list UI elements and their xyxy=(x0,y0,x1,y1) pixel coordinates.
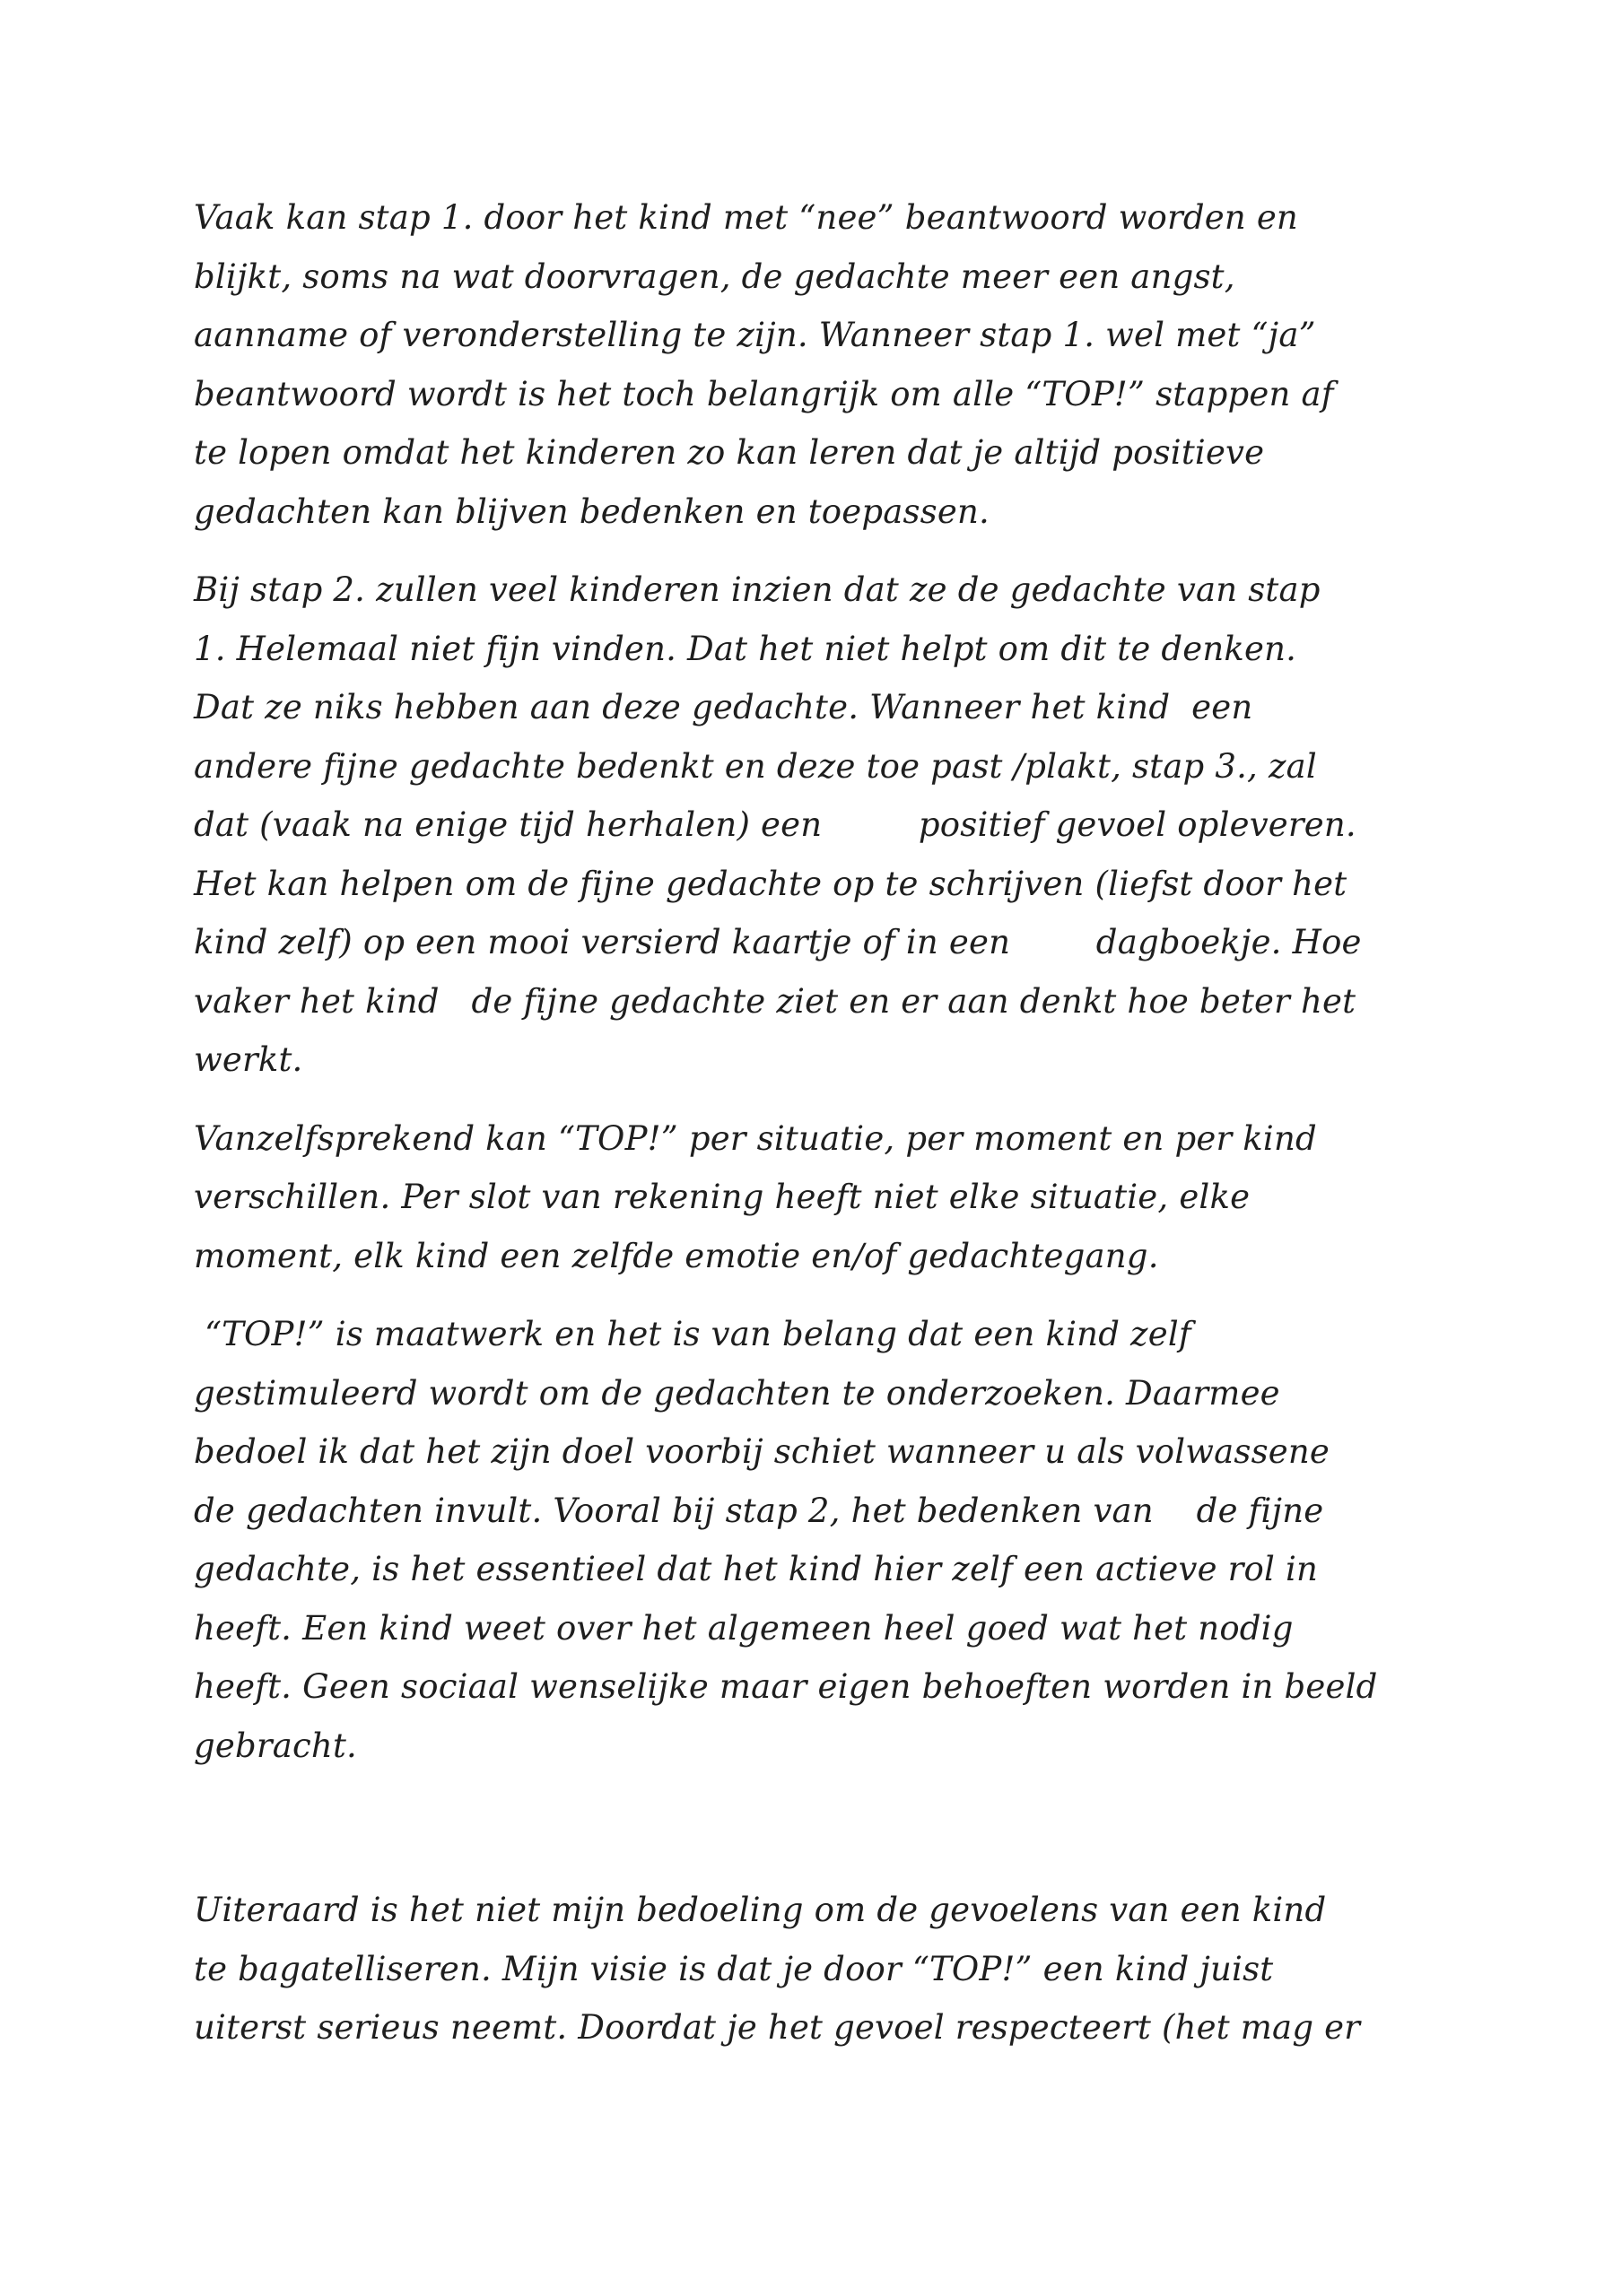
text-line: bedoel ik dat het zijn doel voorbij schiet wanneer u als volwassene xyxy=(194,1432,1330,1471)
text-line: uiterst serieus neemt. Doordat je het gevoel respecteert (het mag er xyxy=(194,2008,1361,2047)
text-line: Vaak kan stap 1. door het kind met “nee” beantwoord worden en xyxy=(194,198,1298,237)
paragraph-gap xyxy=(194,1795,1441,1881)
text-line: Bij stap 2. zullen veel kinderen inzien dat ze de gedachte van stap xyxy=(194,570,1321,609)
text-line: moment, elk kind een zelfde emotie en/of gedachtegang. xyxy=(194,1236,1159,1275)
text-line: heeft. Geen sociaal wenselijke maar eigen behoeften worden in beeld xyxy=(194,1667,1378,1706)
body-text xyxy=(194,188,1441,2077)
paragraph-5 xyxy=(194,1881,1441,2057)
text-line: werkt. xyxy=(194,1040,303,1079)
paragraph-2 xyxy=(194,561,1441,1090)
text-line: Uiteraard is het niet mijn bedoeling om de gevoelens van een kind xyxy=(194,1891,1327,1929)
text-line: andere fijne gedachte bedenkt en deze toe past /plakt, stap 3., zal xyxy=(194,746,1317,786)
text-line: Vanzelfsprekend kan “TOP!” per situatie, per moment en per kind xyxy=(194,1118,1317,1158)
text-line: heeft. Een kind weet over het algemeen heel goed wat het nodig xyxy=(194,1608,1294,1648)
text-line: 1. Helemaal niet fijn vinden. Dat het niet helpt om dit te denken. xyxy=(194,629,1297,668)
text-line: gebracht. xyxy=(194,1726,357,1765)
text-line: beantwoord wordt is het toch belangrijk om alle “TOP!” stappen af xyxy=(194,374,1334,413)
text-line: vaker het kind de fijne gedachte ziet en er aan denkt hoe beter het xyxy=(194,981,1356,1021)
text-line: Het kan helpen om de fijne gedachte op te schrijven (liefst door het xyxy=(194,864,1347,903)
text-line: gedachte, is het essentieel dat het kind hier zelf een actieve rol in xyxy=(194,1550,1319,1588)
text-line: de gedachten invult. Vooral bij stap 2, het bedenken van de fijne xyxy=(194,1491,1324,1530)
text-line: “TOP!” is maatwerk en het is van belang dat een kind zelf xyxy=(194,1315,1191,1353)
text-line: dat (vaak na enige tijd herhalen) een positief gevoel opleveren. xyxy=(194,805,1356,844)
paragraph-1 xyxy=(194,188,1441,541)
text-line: verschillen. Per slot van rekening heeft niet elke situatie, elke xyxy=(194,1178,1251,1216)
text-line: te bagatelliseren. Mijn visie is dat je door “TOP!” een kind juist xyxy=(194,1949,1274,1988)
text-line: te lopen omdat het kinderen zo kan leren dat je altijd positieve xyxy=(194,433,1265,472)
paragraph-3 xyxy=(194,1109,1441,1286)
text-line: blijkt, soms na wat doorvragen, de gedachte meer een angst, xyxy=(194,257,1235,296)
text-line: gestimuleerd wordt om de gedachten te onderzoeken. Daarmee xyxy=(194,1373,1280,1413)
paragraph-4 xyxy=(194,1305,1441,1775)
text-line: kind zelf) op een mooi versierd kaartje of in een dagboekje. Hoe xyxy=(194,923,1362,961)
text-line: gedachten kan blijven bedenken en toepassen. xyxy=(194,491,990,531)
text-line: Dat ze niks hebben aan deze gedachte. Wanneer het kind een xyxy=(194,688,1253,726)
text-line: aanname of veronderstelling te zijn. Wanneer stap 1. wel met “ja” xyxy=(194,316,1316,354)
